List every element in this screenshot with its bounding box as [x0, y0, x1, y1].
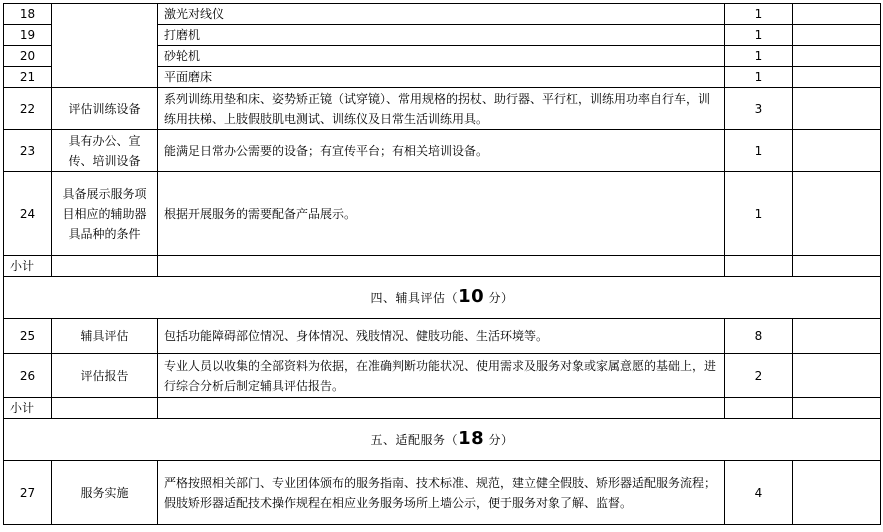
row-item: 服务实施 — [52, 461, 158, 525]
row-number: 26 — [4, 354, 52, 398]
row-number: 21 — [4, 67, 52, 88]
row-score: 1 — [725, 130, 793, 172]
row-number: 22 — [4, 88, 52, 130]
row-description: 打磨机 — [158, 25, 725, 46]
remark-cell — [793, 25, 881, 46]
row-description: 激光对线仪 — [158, 4, 725, 25]
row-score: 4 — [725, 461, 793, 525]
subtotal-row — [4, 398, 881, 419]
empty-cell — [793, 398, 881, 419]
table-row — [4, 130, 881, 172]
remark-cell — [793, 172, 881, 256]
empty-cell — [52, 256, 158, 277]
section-unit: 分） — [484, 433, 514, 447]
row-score: 1 — [725, 67, 793, 88]
remark-cell — [793, 130, 881, 172]
section-points: 10 — [458, 286, 485, 307]
scoring-table — [3, 3, 881, 525]
row-item: 评估训练设备 — [52, 88, 158, 130]
row-score: 1 — [725, 46, 793, 67]
subtotal-label: 小计 — [4, 256, 52, 277]
section-unit: 分） — [484, 291, 514, 305]
row-description: 专业人员以收集的全部资料为依据，在准确判断功能状况、使用需求及服务对象或家属意愿的基础上，进行综合分析后制定辅具评估报告。 — [158, 354, 725, 398]
empty-cell — [725, 256, 793, 277]
section-heading-fitting-service — [4, 419, 881, 461]
table-row — [4, 461, 881, 525]
section-title: 五、适配服务（ — [370, 433, 459, 447]
subtotal-row — [4, 256, 881, 277]
row-item: 评估报告 — [52, 354, 158, 398]
table-row — [4, 319, 881, 354]
table-row — [4, 4, 881, 25]
row-score: 2 — [725, 354, 793, 398]
row-score: 1 — [725, 172, 793, 256]
row-description: 砂轮机 — [158, 46, 725, 67]
subtotal-label: 小计 — [4, 398, 52, 419]
row-number: 25 — [4, 319, 52, 354]
empty-cell — [158, 256, 725, 277]
row-item: 具有办公、宣传、培训设备 — [52, 130, 158, 172]
row-number: 19 — [4, 25, 52, 46]
row-number: 20 — [4, 46, 52, 67]
remark-cell — [793, 354, 881, 398]
remark-cell — [793, 46, 881, 67]
row-description: 严格按照相关部门、专业团体颁布的服务指南、技术标准、规范，建立健全假肢、矫形器适配服务流程；假肢矫形器适配技术操作规程在相应业务服务场所上墙公示，便于服务对象了解、监督。 — [158, 461, 725, 525]
item-cell-empty — [52, 4, 158, 88]
section-points: 18 — [458, 428, 485, 449]
section-row — [4, 277, 881, 319]
row-description: 平面磨床 — [158, 67, 725, 88]
remark-cell — [793, 319, 881, 354]
section-title: 四、辅具评估（ — [370, 291, 459, 305]
row-score: 1 — [725, 25, 793, 46]
empty-cell — [793, 256, 881, 277]
remark-cell — [793, 4, 881, 25]
remark-cell — [793, 88, 881, 130]
row-item: 辅具评估 — [52, 319, 158, 354]
table-row — [4, 172, 881, 256]
remark-cell — [793, 461, 881, 525]
row-item: 具备展示服务项目相应的辅助器具品种的条件 — [52, 172, 158, 256]
empty-cell — [158, 398, 725, 419]
row-score: 1 — [725, 4, 793, 25]
row-number: 23 — [4, 130, 52, 172]
row-number: 24 — [4, 172, 52, 256]
table-row — [4, 354, 881, 398]
empty-cell — [52, 398, 158, 419]
row-score: 3 — [725, 88, 793, 130]
remark-cell — [793, 67, 881, 88]
row-number: 27 — [4, 461, 52, 525]
row-description: 能满足日常办公需要的设备；有宣传平台；有相关培训设备。 — [158, 130, 725, 172]
section-heading-assessment — [4, 277, 881, 319]
table-row — [4, 88, 881, 130]
row-description: 根据开展服务的需要配备产品展示。 — [158, 172, 725, 256]
row-description: 包括功能障碍部位情况、身体情况、残肢情况、健肢功能、生活环境等。 — [158, 319, 725, 354]
section-row — [4, 419, 881, 461]
row-description: 系列训练用垫和床、姿势矫正镜（试穿镜）、常用规格的拐杖、助行器、平行杠，训练用功率自行车，训练用扶梯、上肢假肢肌电测试、训练仪及日常生活训练用具。 — [158, 88, 725, 130]
empty-cell — [725, 398, 793, 419]
row-score: 8 — [725, 319, 793, 354]
row-number: 18 — [4, 4, 52, 25]
